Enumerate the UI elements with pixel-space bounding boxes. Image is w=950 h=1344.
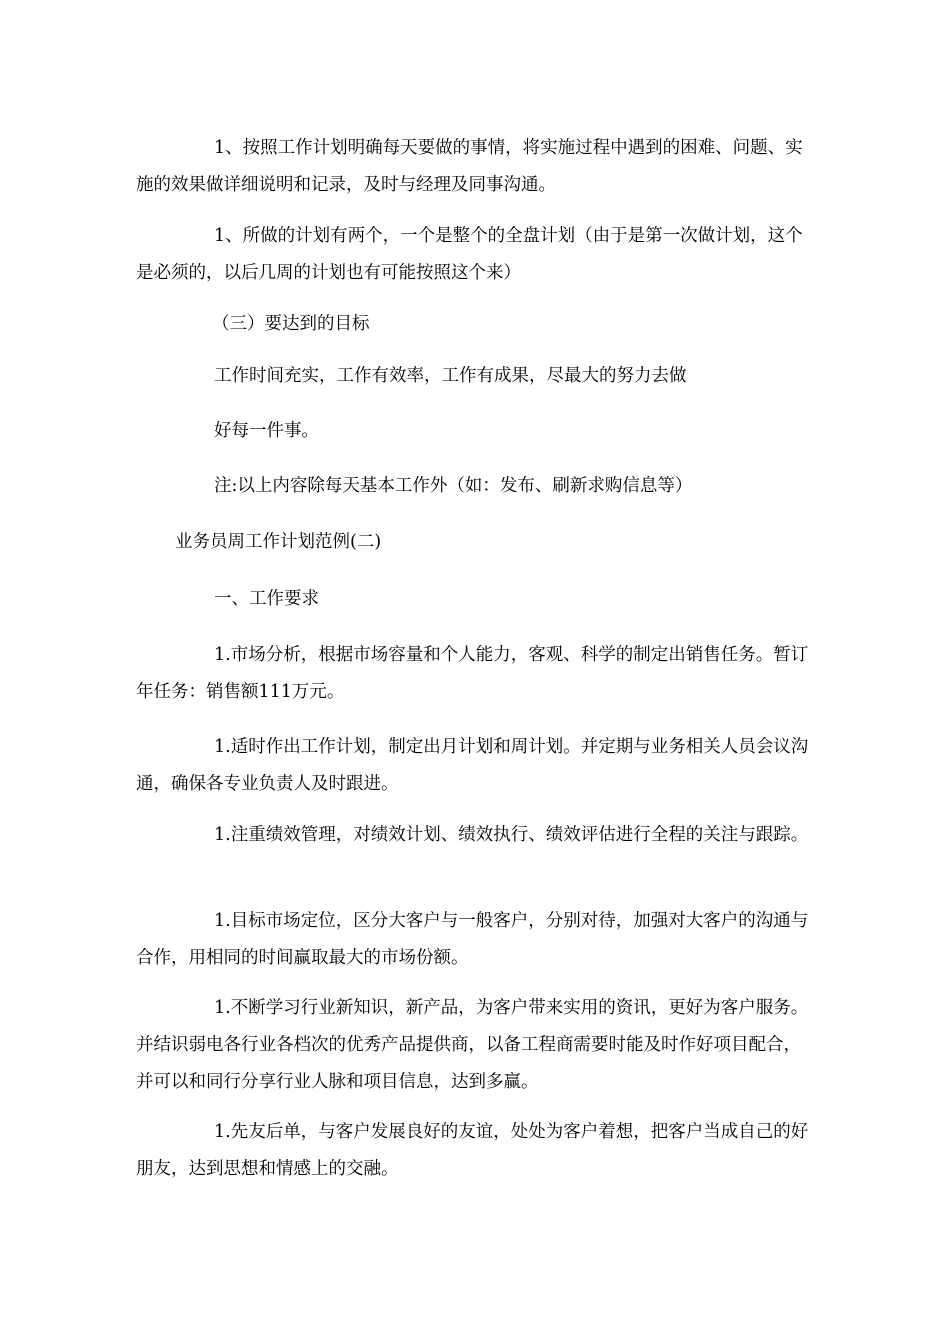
paragraph-friendship: 1.先友后单，与客户发展良好的友谊，处处为客户着想，把客户当成自己的好朋友，达到思想和情感上的交融。 <box>136 1122 809 1179</box>
paragraph-market-analysis: 1.市场分析，根据市场容量和个人能力，客观、科学的制定出销售任务。暂订年任务：销售额111万元。 <box>136 645 809 702</box>
paragraph-plan-count: 1、所做的计划有两个，一个是整个的全盘计划（由于是第一次做计划，这个是必须的，以后几周的计划也有可能按照这个来） <box>136 226 803 283</box>
paragraph-goal-line-2: 好每一件事。 <box>214 421 319 441</box>
paragraph-daily-plan: 1、按照工作计划明确每天要做的事情，将实施过程中遇到的困难、问题、实施的效果做详细说明和记录，及时与经理及同事沟通。 <box>136 138 803 195</box>
paragraph-target-market: 1.目标市场定位，区分大客户与一般客户，分别对待，加强对大客户的沟通与合作，用相同的时间赢取最大的市场份额。 <box>136 911 809 968</box>
paragraph-goal-line-1: 工作时间充实，工作有效率，工作有成果，尽最大的努力去做 <box>214 366 687 386</box>
document-subtitle: 业务员周工作计划范例(二) <box>175 532 382 552</box>
paragraph-work-plan: 1.适时作出工作计划，制定出月计划和周计划。并定期与业务相关人员会议沟通，确保各专业负责人及时跟进。 <box>136 737 809 794</box>
section-heading-requirements: 一、工作要求 <box>214 589 319 609</box>
paragraph-performance: 1.注重绩效管理，对绩效计划、绩效执行、绩效评估进行全程的关注与跟踪。 <box>214 825 809 845</box>
paragraph-note: 注:以上内容除每天基本工作外（如：发布、刷新求购信息等） <box>214 476 693 496</box>
paragraph-learning: 1.不断学习行业新知识，新产品，为客户带来实用的资讯，更好为客户服务。并结识弱电各行业各档次的优秀产品提供商，以备工程商需要时能及时作好项目配合，并可以和同行分享行业人脉和项目信息，达到多赢。 <box>136 998 809 1092</box>
section-heading-goals: （三）要达到的目标 <box>212 314 370 334</box>
